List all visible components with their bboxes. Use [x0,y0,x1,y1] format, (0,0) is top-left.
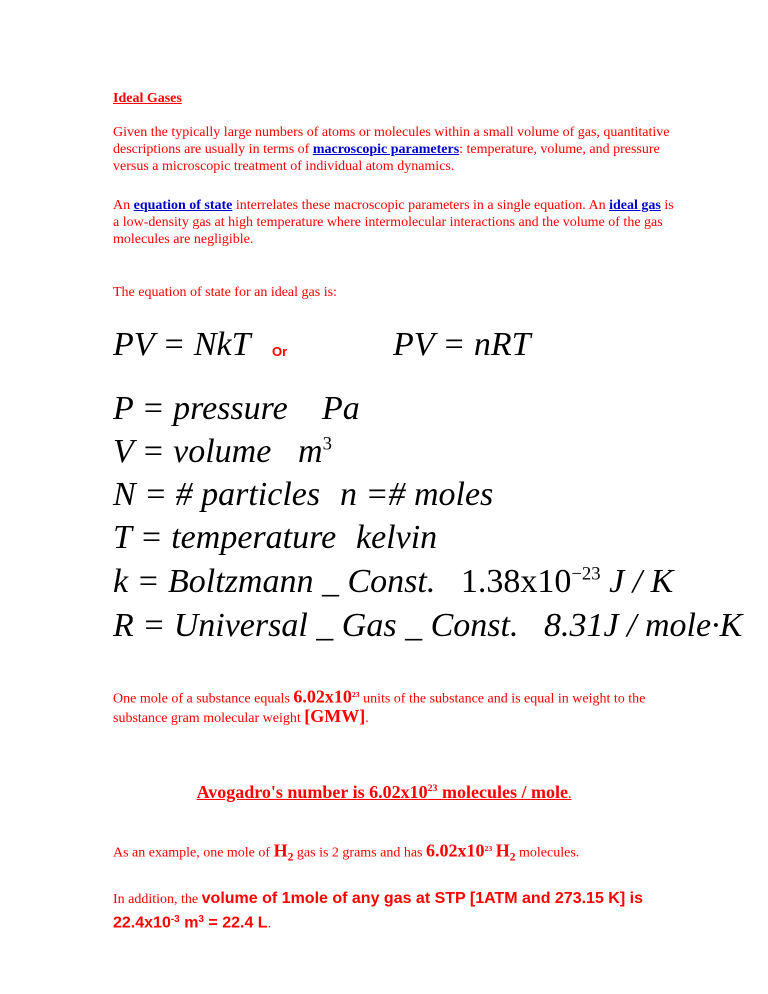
stp-paragraph [113,889,683,935]
or-label: Or [272,344,288,359]
pressure-definition: P = pressure [113,390,288,427]
stp-text-1: In addition, the [113,892,202,907]
equation-nkt: PV = NkT [113,326,251,363]
stp-unit: m [179,914,199,932]
intro-text-2: : temperature, volume, and pressure versus a microscopic treatment of individual atom dynamics. [113,142,660,174]
avogadro-statement [0,782,768,803]
hydrogen-text-1: As an example, one mole of [113,845,274,861]
intro-paragraph [113,124,683,175]
pressure-unit: Pa [322,390,360,427]
hydrogen-number: 6.02x10 [426,840,485,861]
hydrogen-symbol-2: H [495,840,510,861]
equation-of-state-paragraph [113,197,683,248]
mole-text-1: One mole of a substance equals [113,691,294,707]
gmw-label: [GMW] [304,705,366,726]
equation-of-state-link[interactable]: equation of state [133,198,233,213]
avogadro-exponent: 23 [427,783,438,794]
boltzmann-label: k = Boltzmann _ Const. [113,563,436,600]
boltzmann-value: 1.38x10 [460,563,572,600]
equation-intro: The equation of state for an ideal gas is: [113,285,337,300]
gas-constant-label: R = Universal _ Gas _ Const. [113,607,519,644]
particles-definition: N = # particles [113,476,321,513]
macroscopic-parameters-link[interactable]: macroscopic parameters [312,142,460,157]
mole-number-exponent: 23 [351,690,360,699]
hydrogen-example [113,840,683,865]
eos-text-3: is a low-density gas at high temperature where intermolecular interactions and the volume of the gas molecules are negligible. [113,198,674,247]
volume-definition: V = volume [113,433,272,470]
intro-text-1: Given the typically large numbers of atoms or molecules within a small volume of gas, quantitative descriptions are usually in terms of [113,125,670,157]
avogadro-text: Avogadro's number is 6.02x10 [196,782,428,802]
avogadro-unit: molecules / mole [437,782,568,802]
temperature-unit: kelvin [356,519,438,556]
mole-text-end: . [365,710,369,726]
moles-definition: n =# moles [340,476,494,513]
boltzmann-exponent: −23 [571,563,601,585]
eos-text-2: interrelates these macroscopic parameters in a single equation. An [232,198,610,213]
boltzmann-definition [113,563,673,601]
hydrogen-subscript: 2 [287,850,294,864]
mole-paragraph [113,686,683,727]
stp-end: . [267,916,272,932]
avogadro-end: . [567,787,572,802]
hydrogen-number-exponent: 23 [484,844,493,853]
mole-text-2: units of the substance and is equal in weight to the substance gram molecular weight [113,691,646,726]
stp-result: = 22.4 L [203,914,268,932]
temperature-definition: T = temperature [113,519,337,556]
stp-exponent: -3 [170,914,180,925]
stp-unit-exponent: 3 [198,914,204,925]
hydrogen-symbol: H [273,840,288,861]
page-title: Ideal Gases [113,91,182,106]
ideal-gas-link[interactable]: ideal gas [609,198,661,213]
hydrogen-text-3: molecules. [515,845,580,861]
gas-constant-value: 8.31J / mole·K [543,607,743,644]
mole-number: 6.02x10 [293,686,352,707]
volume-unit [298,433,332,471]
gas-constant-definition [113,607,742,645]
volume-unit-exponent: 3 [322,433,332,455]
volume-unit-base: m [298,433,323,470]
stp-statement: volume of 1mole of any gas at STP [1ATM and 273.15 K] is 22.4x10 [113,890,643,932]
hydrogen-subscript-2: 2 [509,850,516,864]
hydrogen-text-2: gas is 2 grams and has [293,845,426,861]
equation-nrt: PV = nRT [393,326,531,363]
eos-text-1: An [113,198,134,213]
boltzmann-unit: J / K [609,563,674,600]
